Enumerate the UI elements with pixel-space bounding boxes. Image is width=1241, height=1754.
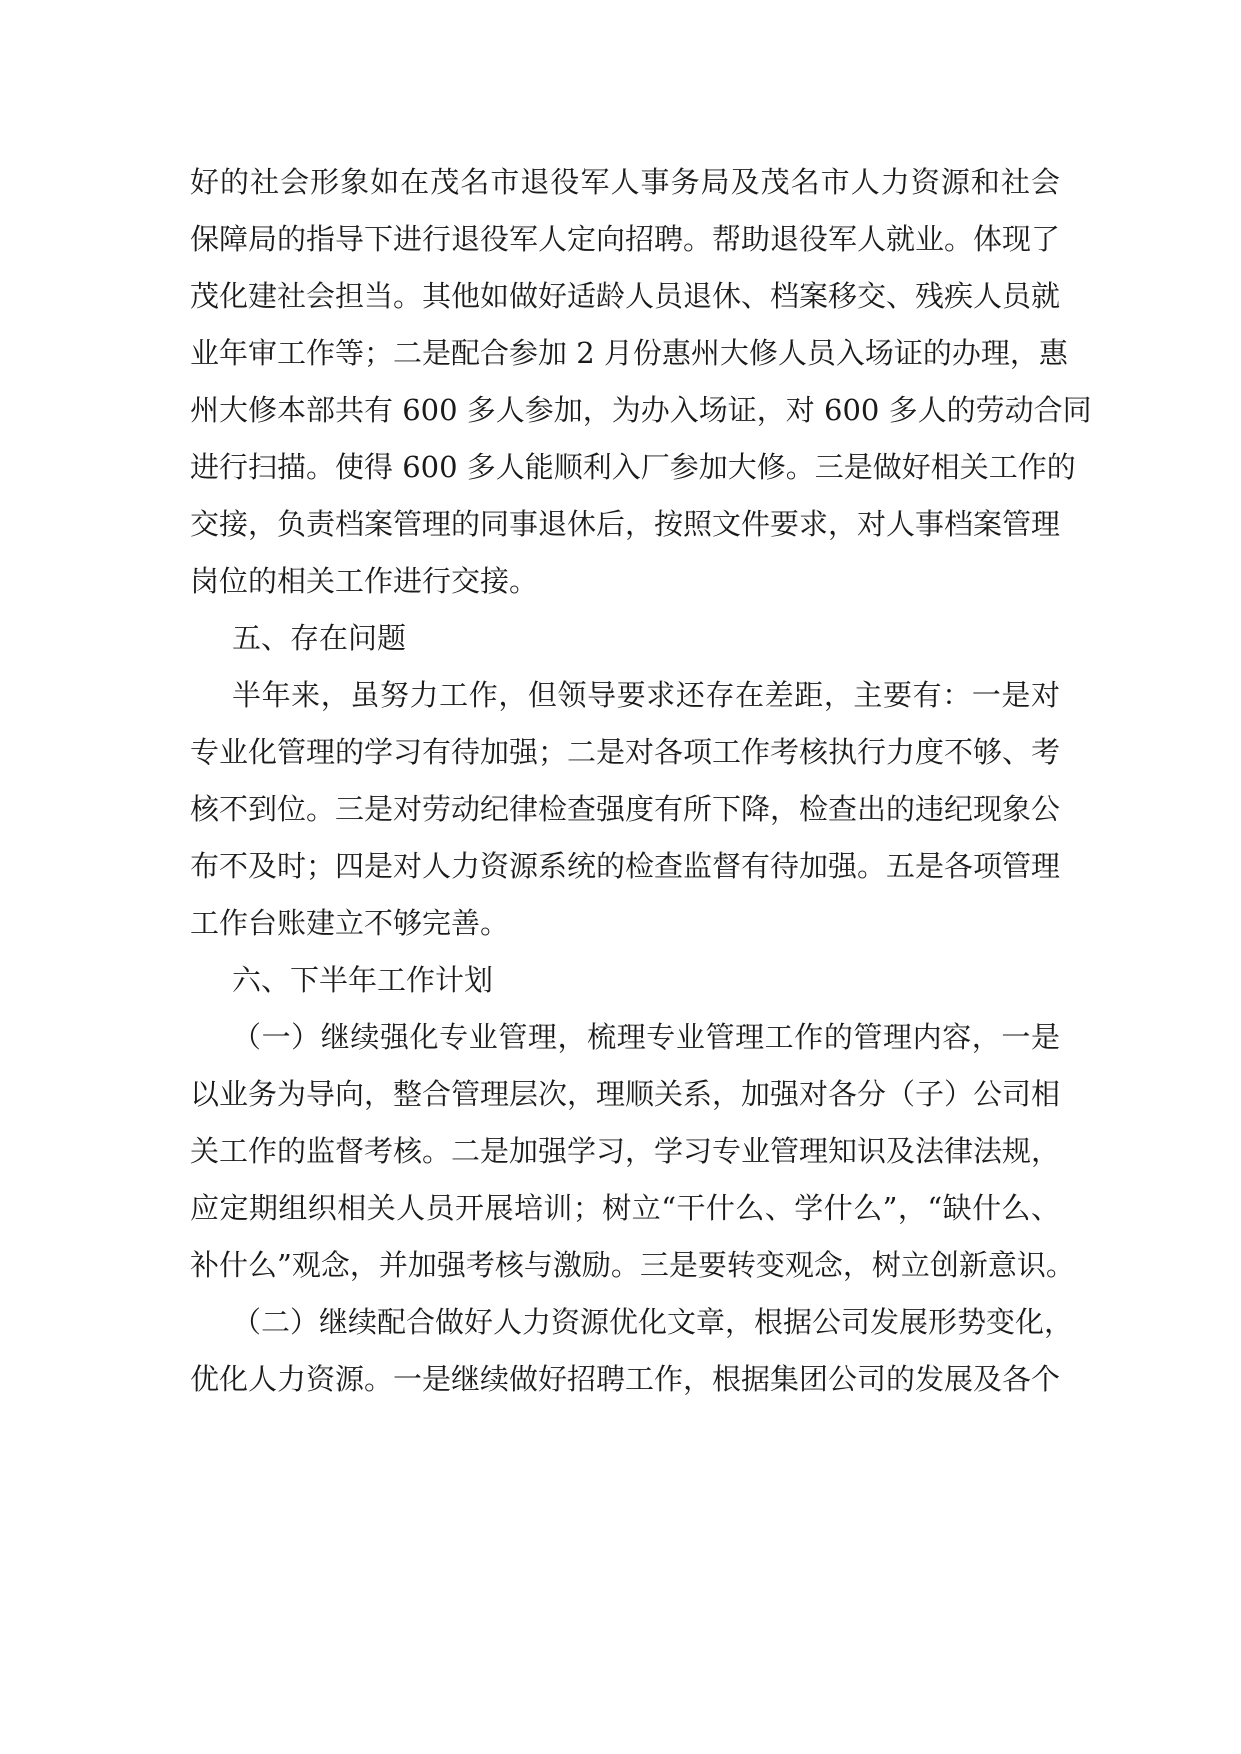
paragraph-line: （一）继续强化专业管理，梳理专业管理工作的管理内容，一是 bbox=[232, 1020, 1060, 1054]
paragraph-line: 进行扫描。使得 600 多人能顺利入厂参加大修。三是做好相关工作的 bbox=[190, 450, 1076, 484]
paragraph-line: 工作台账建立不够完善。 bbox=[190, 906, 510, 940]
paragraph-line: （二）继续配合做好人力资源优化文章，根据公司发展形势变化， bbox=[232, 1305, 1074, 1339]
paragraph-line: 以业务为导向，整合管理层次，理顺关系，加强对各分（子）公司相 bbox=[190, 1077, 1061, 1111]
paragraph-line: 核不到位。三是对劳动纪律检查强度有所下降，检查出的违纪现象公 bbox=[190, 792, 1061, 826]
paragraph-line: 专业化管理的学习有待加强；二是对各项工作考核执行力度不够、考 bbox=[190, 735, 1061, 769]
paragraph-line: 好的社会形象如在茂名市退役军人事务局及茂名市人力资源和社会 bbox=[190, 165, 1060, 199]
paragraph-line: 优化人力资源。一是继续做好招聘工作，根据集团公司的发展及各个 bbox=[190, 1362, 1061, 1396]
paragraph-line: 关工作的监督考核。二是加强学习，学习专业管理知识及法律法规， bbox=[190, 1134, 1061, 1168]
paragraph-line: 布不及时；四是对人力资源系统的检查监督有待加强。五是各项管理 bbox=[190, 849, 1061, 883]
paragraph-line: 应定期组织相关人员开展培训；树立“干什么、学什么”，“缺什么、 bbox=[190, 1191, 1060, 1225]
paragraph-line: 交接，负责档案管理的同事退休后，按照文件要求，对人事档案管理 bbox=[190, 507, 1061, 541]
paragraph-line: 州大修本部共有 600 多人参加，为办入场证，对 600 多人的劳动合同 bbox=[190, 393, 1092, 427]
paragraph-line: 业年审工作等；二是配合参加 2 月份惠州大修人员入场证的办理，惠 bbox=[190, 336, 1068, 370]
paragraph-line: 茂化建社会担当。其他如做好适龄人员退休、档案移交、残疾人员就 bbox=[190, 279, 1061, 313]
section-heading: 六、下半年工作计划 bbox=[232, 963, 494, 997]
paragraph-line: 保障局的指导下进行退役军人定向招聘。帮助退役军人就业。体现了 bbox=[190, 222, 1061, 256]
paragraph-line: 半年来，虽努力工作，但领导要求还存在差距，主要有：一是对 bbox=[232, 678, 1060, 712]
paragraph-line: 补什么”观念，并加强考核与激励。三是要转变观念，树立创新意识。 bbox=[190, 1248, 1075, 1282]
paragraph-line: 岗位的相关工作进行交接。 bbox=[190, 564, 539, 598]
section-heading: 五、存在问题 bbox=[232, 621, 407, 655]
